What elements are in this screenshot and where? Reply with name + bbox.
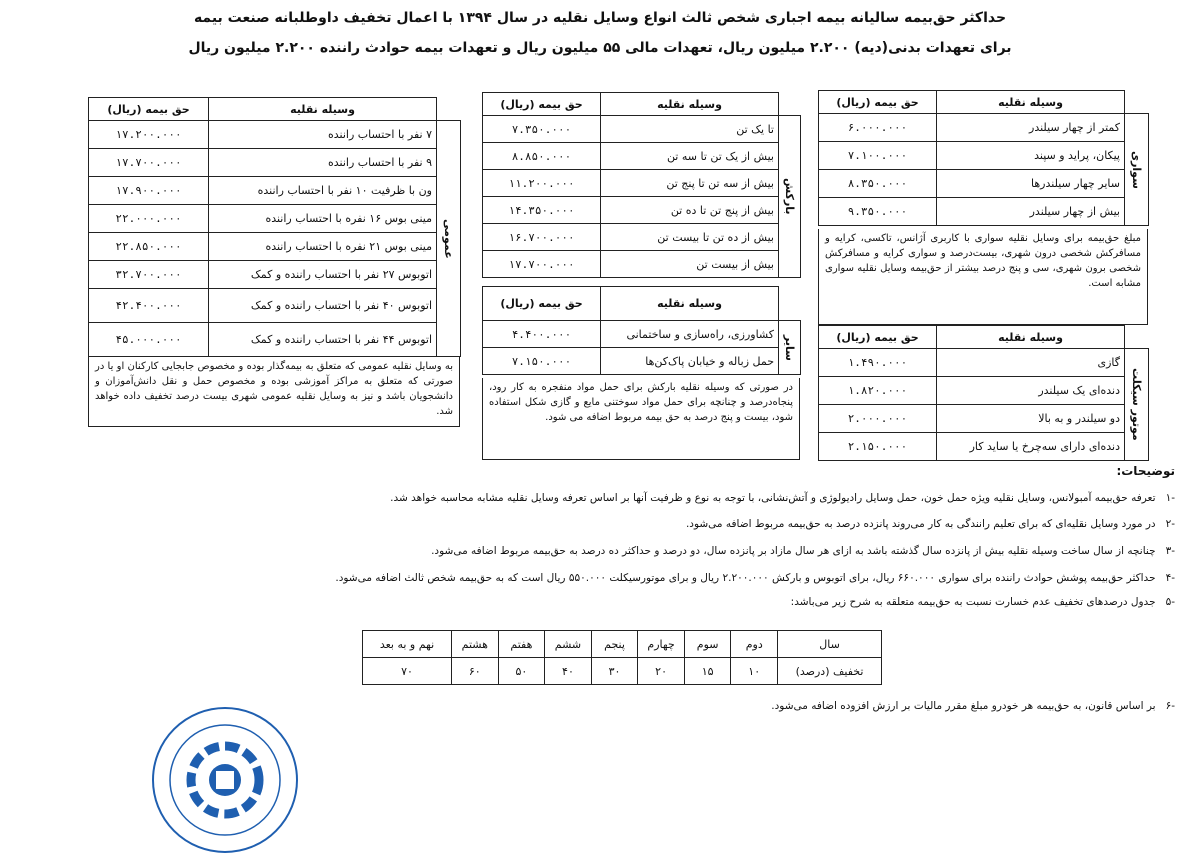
- explanation-item: [275, 518, 1175, 530]
- explanation-item: [275, 596, 1175, 608]
- omoomi-table: [88, 97, 461, 357]
- table-row-value: ۷.۱۰۰.۰۰۰: [819, 142, 937, 170]
- discount-table: [362, 630, 882, 685]
- discount-year: چهارم: [638, 631, 685, 658]
- table-row-label: بیش از پنج تن تا ده تن: [601, 197, 779, 224]
- page-subtitle: برای تعهدات بدنی(دیه) ۲.۲۰۰ میلیون ریال، تعهدات مالی ۵۵ میلیون ریال و تعهدات بیمه حوادث راننده ۲.۲۰۰ میلیون ریال: [188, 40, 1012, 56]
- table-row-label: بیش از بیست تن: [601, 251, 779, 278]
- col-header-vehicle: وسیله نقلیه: [937, 91, 1125, 114]
- discount-year: نهم و به بعد: [363, 631, 452, 658]
- explanation-text: تعرفه حق‌بیمه آمبولانس، وسایل نقلیه ویژه حمل خون، حمل وسایل رادیولوژی و آتش‌نشانی، با توجه به نوع و ظرفیت آنها بر اساس تعرفه وسایل نقلیه مشابه محاسبه خواهد شد.: [390, 492, 1156, 504]
- col-header-vehicle: وسیله نقلیه: [601, 287, 779, 321]
- table-row-label: مینی بوس ۱۶ نفره با احتساب راننده: [209, 205, 437, 233]
- table-row-value: ۱۴.۳۵۰.۰۰۰: [483, 197, 601, 224]
- table-row-value: ۱۷.۹۰۰.۰۰۰: [89, 177, 209, 205]
- table-row-value: ۲۲.۰۰۰.۰۰۰: [89, 205, 209, 233]
- sayer-note: در صورتی که وسیله نقلیه بارکش برای حمل مواد منفجره به کار رود، پنجاه‌درصد و چنانچه برای حمل مواد سوختنی مایع و گازی شکل استفاده شود، بیست و پنج درصد به حق بیمه مربوط اضافه می شود.: [482, 378, 800, 460]
- table-row-label: دنده‌ای یک سیلندر: [937, 377, 1125, 405]
- discount-year: پنجم: [591, 631, 638, 658]
- explanation-number: -۱: [1165, 492, 1175, 504]
- discount-value: ۴۰: [545, 658, 592, 685]
- discount-year: هفتم: [498, 631, 545, 658]
- explanation-number: -۶: [1165, 700, 1175, 712]
- discount-value: ۶۰: [452, 658, 499, 685]
- table-row-value: ۶.۰۰۰.۰۰۰: [819, 114, 937, 142]
- table-row-label: اتوبوس ۲۷ نفر با احتساب راننده و کمک: [209, 261, 437, 289]
- col-header-vehicle: وسیله نقلیه: [209, 98, 437, 121]
- table-row-value: ۴۵.۰۰۰.۰۰۰: [89, 323, 209, 357]
- col-header-vehicle: وسیله نقلیه: [937, 326, 1125, 349]
- table-row-value: ۱.۴۹۰.۰۰۰: [819, 349, 937, 377]
- table-row-label: بیش از سه تن تا پنج تن: [601, 170, 779, 197]
- table-row-value: ۲.۰۰۰.۰۰۰: [819, 405, 937, 433]
- table-row-label: دنده‌ای دارای سه‌چرخ یا ساید کار: [937, 433, 1125, 461]
- table-row-label: سایر چهار سیلندرها: [937, 170, 1125, 198]
- table-row-label: بیش از یک تن تا سه تن: [601, 143, 779, 170]
- explanation-item: [275, 492, 1175, 504]
- table-row-value: ۴.۴۰۰.۰۰۰: [483, 321, 601, 348]
- omoomi-note: به وسایل نقلیه عمومی که متعلق به بیمه‌گذار بوده و مخصوص جابجایی کارکنان او یا در صورتی که متعلق به مراکز آموزشی بوده و مخصوص حمل و نقل دانش‌آموزان و دانشجویان باشد و نیز به وسایل نقلیه عمومی شهری بیست درصد تخفیف داده خواهد شد.: [88, 357, 460, 427]
- discount-year: سوم: [684, 631, 731, 658]
- discount-value: ۵۰: [498, 658, 545, 685]
- discount-row-label: سال: [778, 631, 882, 658]
- table-row-value: ۷.۳۵۰.۰۰۰: [483, 116, 601, 143]
- explanation-number: -۵: [1165, 596, 1175, 608]
- motor-table: [818, 325, 1149, 461]
- table-row-value: ۲۲.۸۵۰.۰۰۰: [89, 233, 209, 261]
- table-row-label: حمل زباله و خیابان پاک‌کن‌ها: [601, 348, 779, 375]
- insurance-logo-icon: [150, 705, 300, 855]
- explanation-text: بر اساس قانون، به حق‌بیمه هر خودرو مبلغ مقرر مالیات بر ارزش افزوده اضافه می‌شود.: [771, 700, 1156, 712]
- discount-year: ششم: [545, 631, 592, 658]
- col-header-vehicle: وسیله نقلیه: [601, 93, 779, 116]
- col-header-premium: حق بیمه (ریال): [819, 326, 937, 349]
- table-row-value: ۴۲.۴۰۰.۰۰۰: [89, 289, 209, 323]
- table-row-label: پیکان، پراید و سپند: [937, 142, 1125, 170]
- savari-table: [818, 90, 1149, 226]
- explanation-number: -۳: [1165, 545, 1175, 557]
- table-row-value: ۱.۸۲۰.۰۰۰: [819, 377, 937, 405]
- table-row-value: ۷.۱۵۰.۰۰۰: [483, 348, 601, 375]
- explanation-item: [275, 572, 1175, 584]
- discount-value: ۱۵: [684, 658, 731, 685]
- explanation-number: -۲: [1165, 518, 1175, 530]
- savari-side-label: سواری: [1125, 114, 1149, 226]
- explanation-item: [275, 700, 1175, 712]
- discount-value: ۱۰: [731, 658, 778, 685]
- table-row-value: ۸.۳۵۰.۰۰۰: [819, 170, 937, 198]
- table-row-value: ۸.۸۵۰.۰۰۰: [483, 143, 601, 170]
- col-header-premium: حق بیمه (ریال): [483, 93, 601, 116]
- col-header-premium: حق بیمه (ریال): [89, 98, 209, 121]
- explanation-item: [275, 545, 1175, 557]
- table-row-label: تا یک تن: [601, 116, 779, 143]
- discount-row-label: تخفیف (درصد): [778, 658, 882, 685]
- table-row-label: بیش از چهار سیلندر: [937, 198, 1125, 226]
- table-row-value: ۱۶.۷۰۰.۰۰۰: [483, 224, 601, 251]
- discount-year: هشتم: [452, 631, 499, 658]
- table-row-value: ۱۷.۷۰۰.۰۰۰: [483, 251, 601, 278]
- sayer-side-label: سایر: [779, 321, 801, 375]
- discount-value: ۷۰: [363, 658, 452, 685]
- sayer-table: [482, 286, 801, 375]
- table-row-label: گازی: [937, 349, 1125, 377]
- omoomi-side-label: عمومی: [437, 121, 461, 357]
- table-row-value: ۲.۱۵۰.۰۰۰: [819, 433, 937, 461]
- table-row-label: دو سیلندر و به بالا: [937, 405, 1125, 433]
- barkesh-table: [482, 92, 801, 278]
- discount-value: ۲۰: [638, 658, 685, 685]
- table-row-label: بیش از ده تن تا بیست تن: [601, 224, 779, 251]
- col-header-premium: حق بیمه (ریال): [819, 91, 937, 114]
- col-header-premium: حق بیمه (ریال): [483, 287, 601, 321]
- table-row-value: ۱۱.۲۰۰.۰۰۰: [483, 170, 601, 197]
- table-row-label: مینی بوس ۲۱ نفره با احتساب راننده: [209, 233, 437, 261]
- discount-year: دوم: [731, 631, 778, 658]
- table-row-value: ۹.۳۵۰.۰۰۰: [819, 198, 937, 226]
- table-row-label: کمتر از چهار سیلندر: [937, 114, 1125, 142]
- explanation-number: -۴: [1165, 572, 1175, 584]
- discount-value: ۳۰: [591, 658, 638, 685]
- table-row-value: ۱۷.۷۰۰.۰۰۰: [89, 149, 209, 177]
- table-row-label: کشاورزی، راه‌سازی و ساختمانی: [601, 321, 779, 348]
- table-row-label: ون با ظرفیت ۱۰ نفر با احتساب راننده: [209, 177, 437, 205]
- table-row-value: ۳۲.۷۰۰.۰۰۰: [89, 261, 209, 289]
- table-row-label: ۹ نفر با احتساب راننده: [209, 149, 437, 177]
- explanation-text: در مورد وسایل نقلیه‌ای که برای تعلیم رانندگی به کار می‌روند پانزده درصد به حق‌بیمه مربوط اضافه می‌شود.: [685, 518, 1156, 530]
- motor-side-label: موتور سیکلت: [1125, 349, 1149, 461]
- explanations-heading: توضیحات:: [1116, 464, 1175, 478]
- page-title: حداکثر حق‌بیمه سالیانه بیمه اجباری شخص ثالث انواع وسایل نقلیه در سال ۱۳۹۴ با اعمال تخفیف داوطلبانه صنعت بیمه: [193, 10, 1007, 26]
- table-row-value: ۱۷.۲۰۰.۰۰۰: [89, 121, 209, 149]
- savari-note: مبلغ حق‌بیمه برای وسایل نقلیه سواری با کاربری آژانس، تاکسی، کرایه و مسافرکش شخصی درون شهری، بیست‌درصد و سواری کرایه و مسافرکش شخصی برون شهری، سی و پنج درصد بیشتر از حق‌بیمه وسایل نقلیه سواری مشابه است.: [818, 229, 1148, 325]
- explanation-text: جدول درصدهای تخفیف عدم خسارت نسبت به حق‌بیمه متعلقه به شرح زیر می‌باشد:: [790, 596, 1156, 608]
- explanation-text: حداکثر حق‌بیمه پوشش حوادث راننده برای سواری ۶۶۰.۰۰۰ ریال، برای اتوبوس و بارکش ۲.۲۰۰.۰۰۰ ریال و برای موتورسیکلت ۵۵۰.۰۰۰ ریال است که به حق‌بیمه شخص ثالث اضافه می‌شود.: [335, 572, 1156, 584]
- table-row-label: اتوبوس ۴۴ نفر با احتساب راننده و کمک: [209, 323, 437, 357]
- table-row-label: ۷ نفر با احتساب راننده: [209, 121, 437, 149]
- explanation-text: چنانچه از سال ساخت وسیله نقلیه بیش از پانزده سال گذشته باشد به ازای هر سال مازاد بر پانزده سال، دو درصد و حداکثر ده درصد به حق‌بیمه مربوط اضافه می‌شود.: [431, 545, 1156, 557]
- table-row-label: اتوبوس ۴۰ نفر با احتساب راننده و کمک: [209, 289, 437, 323]
- barkesh-side-label: بارکش: [779, 116, 801, 278]
